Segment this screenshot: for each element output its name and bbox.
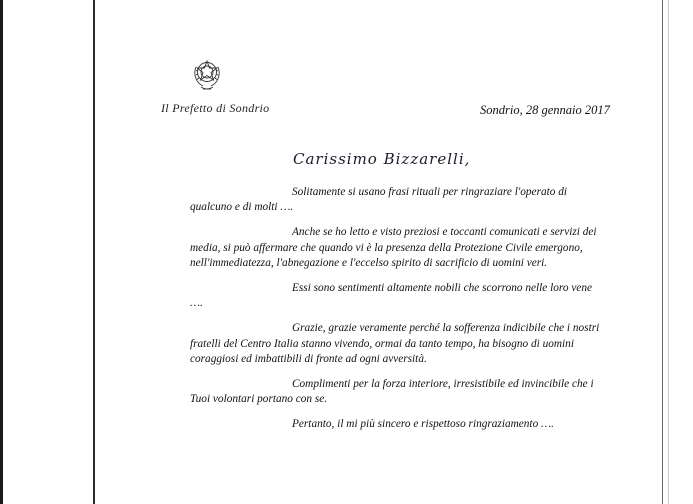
paragraph: Solitamente si usano frasi rituali per ringraziare l'operato di qualcuno e di molti …. bbox=[190, 186, 568, 214]
salutation: Carissimo Bizzarelli, bbox=[293, 150, 471, 168]
letter-date: Sondrio, 28 gennaio 2017 bbox=[480, 103, 610, 117]
paragraph: Anche se ho letto e visto preziosi e toccanti comunicati e servizi dei media, si può affermare che quando vi è la presenza della Protezione Civile emergono, nell'immediatezza, l'abnegazione e l'eccelso spirito di sacrificio di uomini veri. bbox=[190, 226, 597, 270]
paragraph: Pertanto, il mi più sincero e rispettoso ringraziamento …. bbox=[292, 418, 554, 431]
page-right-edge bbox=[662, 0, 663, 504]
page-left-edge bbox=[0, 0, 3, 504]
letter-body bbox=[190, 185, 600, 442]
paragraph: Essi sono sentimenti altamente nobili che scorrono nelle loro vene …. bbox=[190, 282, 593, 310]
italian-republic-emblem-icon bbox=[192, 58, 222, 92]
office-title: Il Prefetto di Sondrio bbox=[161, 101, 270, 115]
page-right-shadow bbox=[668, 0, 669, 504]
paragraph: Complimenti per la forza interiore, irresistibile ed invincibile che i Tuoi volontari portano con se. bbox=[190, 378, 594, 406]
paragraph: Grazie, grazie veramente perché la sofferenza indicibile che i nostri fratelli del Centro Italia stanno vivendo, ormai da tanto tempo, ha bisogno di uomini coraggiosi ed imbattibili di fronte ad ogni avversità. bbox=[190, 322, 600, 366]
page-margin-line bbox=[93, 0, 95, 504]
